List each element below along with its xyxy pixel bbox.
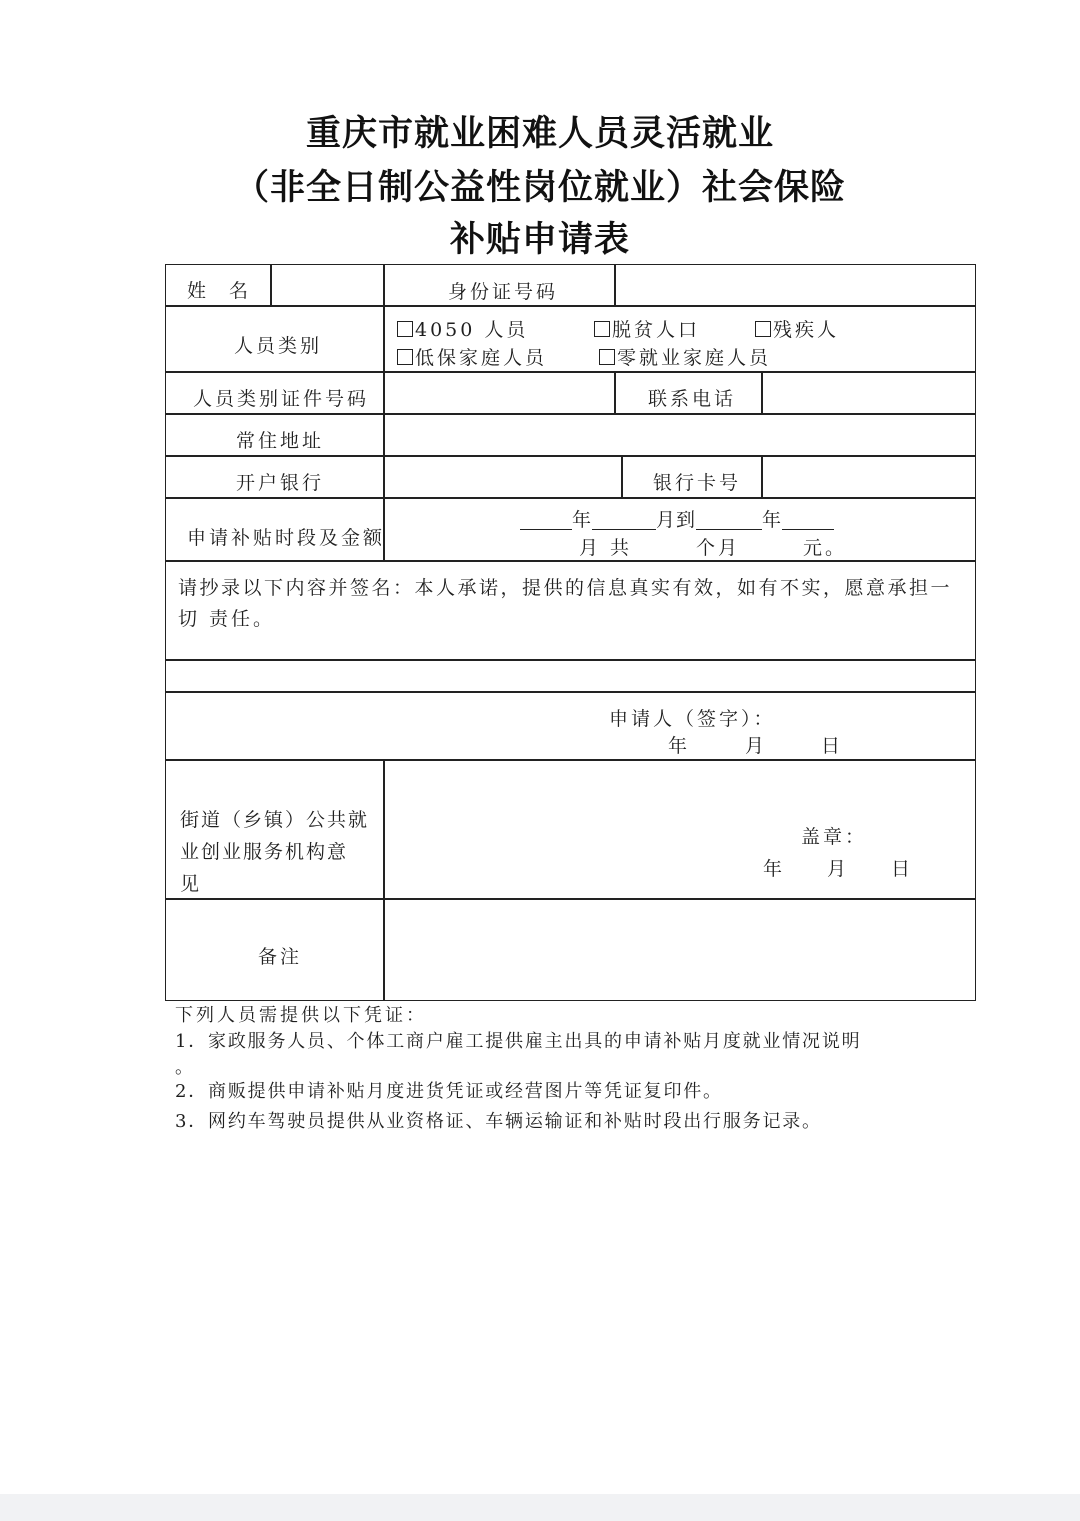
address-label: 常住地址 (236, 430, 325, 452)
id-number-label: 身份证号码 (448, 281, 559, 303)
row-divider (165, 497, 976, 499)
notes-item-1: 1．家政服务人员、个体工商户雇工提供雇主出具的申请补贴月度就业情况说明 (175, 1031, 862, 1052)
street-opinion-line-3: 见 (180, 873, 203, 895)
title-line-1: 重庆市就业困难人员灵活就业 (305, 113, 774, 154)
application-form-table (165, 264, 976, 1001)
row-divider (165, 759, 976, 761)
checkbox-icon[interactable] (397, 321, 413, 337)
year-blank[interactable] (696, 509, 762, 530)
category-cert-label: 人员类别证件号码 (193, 388, 370, 410)
title-line-3: 补贴申请表 (449, 219, 630, 260)
card-number-label: 银行卡号 (653, 472, 742, 494)
checkbox-icon[interactable] (599, 349, 615, 365)
row-divider (165, 371, 976, 373)
applicant-day: 日 (821, 735, 844, 757)
checkbox-icon[interactable] (594, 321, 610, 337)
row-divider (165, 413, 976, 415)
column-divider (383, 264, 385, 561)
row-divider (165, 560, 976, 562)
column-divider (761, 371, 763, 414)
category-label: 人员类别 (234, 335, 323, 357)
column-divider (383, 759, 385, 1001)
row-divider (165, 455, 976, 457)
street-opinion-line-2: 业创业服务机构意 (180, 841, 349, 863)
notes-item-2: 2．商贩提供申请补贴月度进货凭证或经营图片等凭证复印件。 (175, 1081, 723, 1102)
period-months: 个月 (696, 537, 741, 559)
notes-intro: 下列人员需提供以下凭证： (175, 1005, 427, 1026)
stamp-month: 月 (827, 858, 850, 880)
checkbox-icon[interactable] (755, 321, 771, 337)
period-amount-label: 申请补贴时段及金额 (187, 527, 386, 549)
notes-item-1-cont: 。 (175, 1057, 195, 1078)
category-option-4050[interactable]: 4050 人员 (397, 315, 528, 342)
applicant-sign-label: 申请人（签字）： (609, 708, 776, 730)
applicant-year: 年 (668, 735, 691, 757)
category-option-poverty[interactable]: 脱贫人口 (594, 315, 700, 342)
column-divider (270, 264, 272, 306)
pledge-line-1: 请抄录以下内容并签名：本人承诺，提供的信息真实有效，如有不实，愿意承担一 (178, 577, 953, 599)
column-divider (614, 371, 616, 414)
column-divider (621, 455, 623, 498)
period-month-total: 月 共 (579, 537, 633, 559)
title-line-2: （非全日制公益性岗位就业）社会保险 (233, 167, 846, 208)
phone-label: 联系电话 (648, 388, 737, 410)
period-yuan: 元。 (803, 537, 848, 559)
pledge-line-2: 切 责任。 (178, 608, 276, 630)
period-line-1: 年 月到 年 (520, 505, 834, 532)
column-divider (614, 264, 616, 306)
month-blank[interactable] (782, 509, 834, 530)
column-divider (761, 455, 763, 498)
remarks-label: 备注 (258, 946, 303, 968)
stamp-year: 年 (763, 858, 786, 880)
category-option-zero-employment[interactable]: 零就业家庭人员 (599, 343, 771, 370)
applicant-month: 月 (745, 735, 768, 757)
row-divider (165, 305, 976, 307)
row-divider (165, 659, 976, 661)
month-blank[interactable] (592, 509, 656, 530)
category-option-disabled[interactable]: 残疾人 (755, 315, 839, 342)
checkbox-icon[interactable] (397, 349, 413, 365)
name-label: 姓 名 (187, 280, 251, 302)
row-divider (165, 898, 976, 900)
row-divider (165, 691, 976, 693)
year-blank[interactable] (520, 509, 572, 530)
stamp-label: 盖章： (801, 826, 868, 848)
stamp-day: 日 (891, 858, 914, 880)
category-option-low-income[interactable]: 低保家庭人员 (397, 343, 547, 370)
bank-label: 开户银行 (236, 472, 325, 494)
street-opinion-line-1: 街道（乡镇）公共就 (180, 809, 370, 831)
notes-item-3: 3．网约车驾驶员提供从业资格证、车辆运输证和补贴时段出行服务记录。 (175, 1111, 822, 1132)
